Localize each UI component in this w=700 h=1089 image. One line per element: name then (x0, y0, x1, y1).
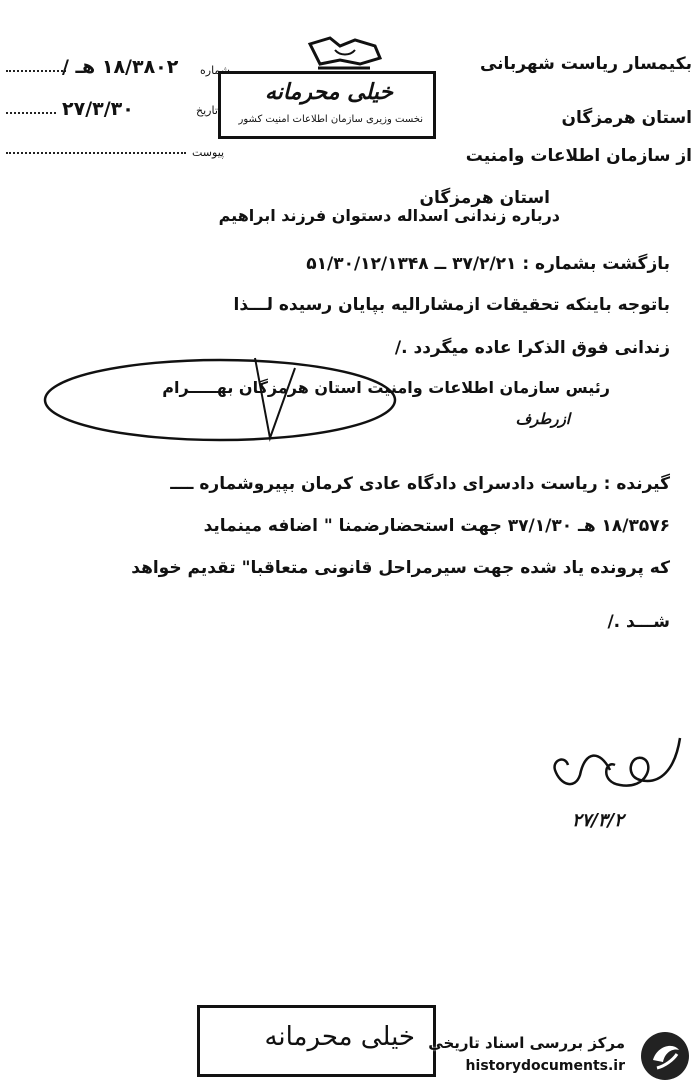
footer-date: ۲۷/۳/۲ (572, 810, 624, 831)
signature-title: رئیس سازمان اطلاعات وامنیت استان هرمزگان بهـــــرام (162, 378, 610, 397)
header-line-1: بکیمسار ریاست شهربانی (479, 54, 692, 74)
header-line-2: استان هرمزگان (561, 108, 692, 128)
recipients-line-2: ۱۸/۳۵۷۶ هـ ۳۷/۱/۳۰ جهت استحضارضمنا " اضافه مینماید (203, 516, 670, 536)
signature-name: ازرطرف (515, 410, 570, 428)
stamp-text: خیلی محرمانه (264, 80, 393, 105)
header-line-4: استان هرمزگان (419, 188, 550, 208)
attachment-label: پیوست (192, 146, 225, 159)
subject-line: درباره زندانی اسداله دستوان فرزند ابراهیم (218, 206, 560, 225)
watermark-logo-icon (639, 1030, 691, 1082)
paragraph-line-1: باتوجه باینکه تحقیقات ازمشارالیه بپایان رسیده لـــذا (233, 295, 670, 315)
recipients-line-1: گیرنده : ریاست دادسرای دادگاه عادی کرمان بپیروشماره ــــ (170, 474, 670, 494)
oval-stamp (40, 348, 610, 448)
recipients-line-4: شـــد ./ (607, 612, 670, 632)
number-value: ۱۸/۳۸۰۲ هـ / (62, 56, 179, 78)
paragraph-line-2: زندانی فوق الذکرا عاده میگردد ./ (394, 338, 670, 358)
date-label: تاریخ (196, 104, 218, 117)
handwritten-signature (530, 730, 690, 800)
header-line-3: از سازمان اطلاعات وامنیت (465, 146, 692, 166)
date-value: ۲۷/۳/۳۰ (62, 98, 134, 120)
bottom-classification-stamp (197, 1005, 436, 1077)
number-label: شماره (200, 64, 231, 77)
bottom-stamp-text: خیلی محرمانه (264, 1022, 415, 1052)
recipients-line-3: که پرونده یاد شده جهت سیرمراحل قانونی متعاقبا" تقدیم خواهد (131, 558, 670, 578)
watermark (430, 1020, 695, 1085)
watermark-url: historydocuments.ir (465, 1058, 625, 1074)
watermark-title: مرکز بررسی اسناد تاریخی (428, 1034, 625, 1052)
header-dots-2 (6, 112, 56, 114)
header-dots-3 (6, 152, 186, 154)
stamp-subtext: نخست وزیری سازمان اطلاعات امنیت کشور (238, 114, 423, 125)
header-dots-1 (6, 70, 66, 72)
classification-stamp (218, 71, 436, 139)
reference-line: بازگشت بشماره : ۳۷/۲/۲۱ ــ ۵۱/۳۰/۱۲/۱۳۴۸ (306, 254, 670, 274)
